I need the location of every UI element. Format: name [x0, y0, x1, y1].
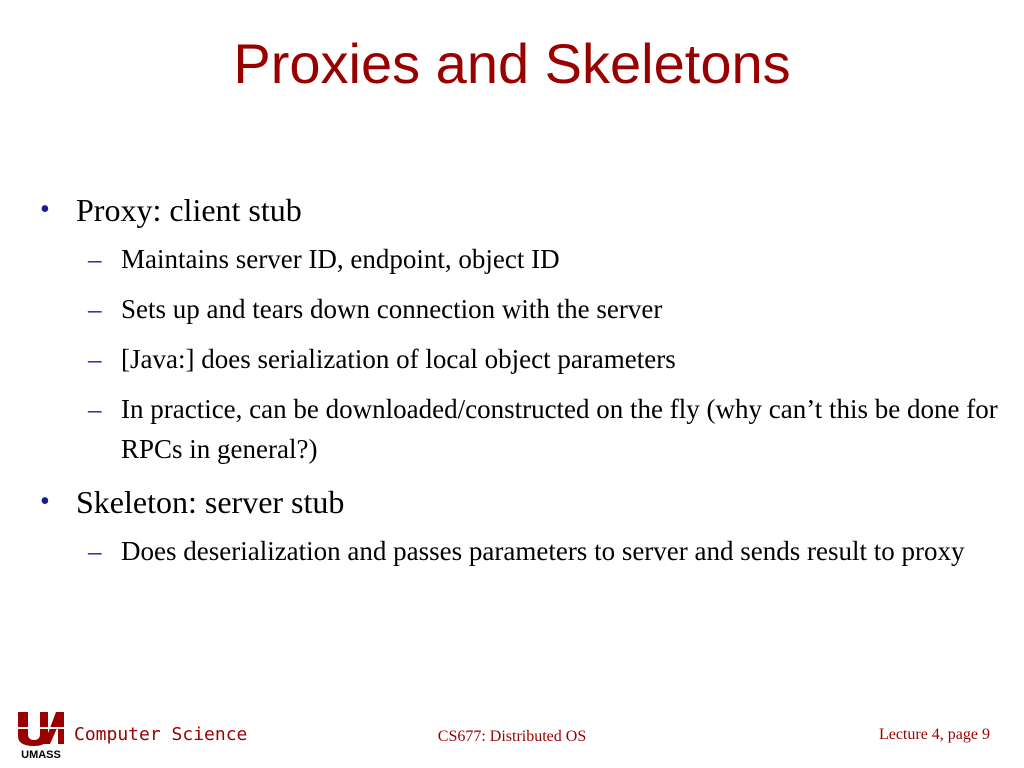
- dash-marker: –: [88, 244, 102, 274]
- dash-marker: –: [88, 294, 102, 324]
- sub-bullet: [40, 389, 1000, 469]
- dash-marker: –: [88, 394, 102, 424]
- page-number: Lecture 4, page 9: [878, 726, 990, 743]
- bullet-proxy: [40, 189, 1000, 231]
- sub-bullet-text: Does deserialization and passes parameters to server and sends result to proxy: [121, 536, 965, 566]
- sub-bullet-text: Maintains server ID, endpoint, object ID: [121, 244, 560, 274]
- dash-marker: –: [88, 344, 102, 374]
- bullet-marker: •: [40, 486, 50, 517]
- sub-bullet: [40, 239, 1000, 279]
- bullet-list: [40, 189, 1000, 583]
- bullet-marker: •: [40, 194, 50, 225]
- slide-footer: [0, 706, 1024, 762]
- department-label: Computer Science: [74, 724, 248, 745]
- slide-title: Proxies and Skeletons: [233, 32, 791, 95]
- sub-bullet-text: In practice, can be downloaded/constructed on the fly (why can’t this be done for RPCs in general?): [121, 394, 998, 464]
- sub-bullet: [40, 531, 1000, 571]
- course-label: CS677: Distributed OS: [437, 728, 587, 745]
- sub-bullet: [40, 289, 1000, 329]
- bullet-text: Proxy: client stub: [76, 192, 302, 228]
- bullet-skeleton: [40, 481, 1000, 523]
- bullet-text: Skeleton: server stub: [76, 484, 345, 520]
- sub-bullet: [40, 339, 1000, 379]
- svg-text:UMASS: UMASS: [21, 749, 61, 760]
- sub-bullet-text: Sets up and tears down connection with the server: [121, 294, 663, 324]
- dash-marker: –: [88, 536, 102, 566]
- sub-bullet-text: [Java:] does serialization of local object parameters: [121, 344, 676, 374]
